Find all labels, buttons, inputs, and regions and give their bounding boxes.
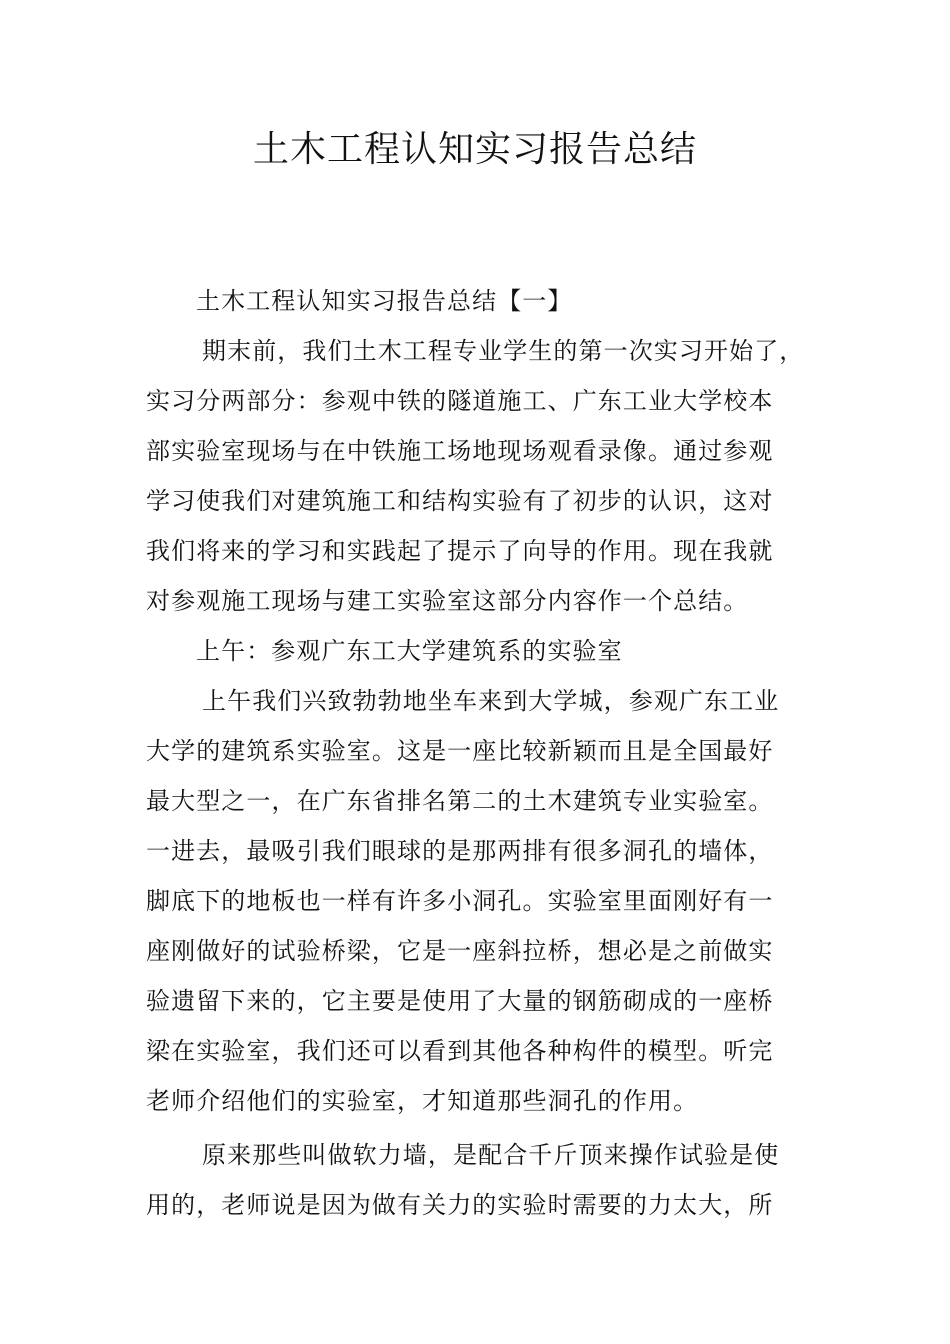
- paragraph-line: 脚底下的地板也一样有许多小洞孔。实验室里面刚好有一: [146, 887, 774, 915]
- paragraph-line: 上午我们兴致勃勃地坐车来到大学城，参观广东工业: [202, 687, 780, 715]
- paragraph-line: 原来那些叫做软力墙，是配合千斤顶来操作试验是使: [202, 1141, 780, 1169]
- paragraph-line: 老师介绍他们的实验室，才知道那些洞孔的作用。: [146, 1087, 699, 1115]
- paragraph-line: 期末前，我们土木工程专业学生的第一次实习开始了，: [202, 337, 805, 365]
- paragraph-line: 学习使我们对建筑施工和结构实验有了初步的认识，这对: [146, 487, 774, 515]
- paragraph-line: 实习分两部分：参观中铁的隧道施工、广东工业大学校本: [146, 387, 774, 415]
- paragraph-line: 座刚做好的试验桥梁，它是一座斜拉桥，想必是之前做实: [146, 937, 774, 965]
- paragraph-line: 大学的建筑系实验室。这是一座比较新颖而且是全国最好: [146, 737, 774, 765]
- document-body: [146, 276, 810, 1230]
- document-title: 土木工程认知实习报告总结: [252, 129, 697, 170]
- paragraph-line: 我们将来的学习和实践起了提示了向导的作用。现在我就: [146, 537, 774, 565]
- paragraph-line: 对参观施工现场与建工实验室这部分内容作一个总结。: [146, 587, 749, 615]
- paragraph-line: 验遗留下来的，它主要是使用了大量的钢筋砌成的一座桥: [146, 987, 774, 1015]
- paragraph-line: 部实验室现场与在中铁施工场地现场观看录像。通过参观: [146, 437, 774, 465]
- paragraph-line: 梁在实验室，我们还可以看到其他各种构件的模型。听完: [146, 1037, 774, 1065]
- section-heading: 土木工程认知实习报告总结【一】: [196, 287, 573, 315]
- section-heading: 上午：参观广东工大学建筑系的实验室: [196, 637, 623, 665]
- paragraph-line: 用的，老师说是因为做有关力的实验时需要的力太大，所: [146, 1191, 774, 1219]
- paragraph-line: 最大型之一，在广东省排名第二的土木建筑专业实验室。: [146, 787, 774, 815]
- paragraph-line: 一进去，最吸引我们眼球的是那两排有很多洞孔的墙体，: [146, 837, 774, 865]
